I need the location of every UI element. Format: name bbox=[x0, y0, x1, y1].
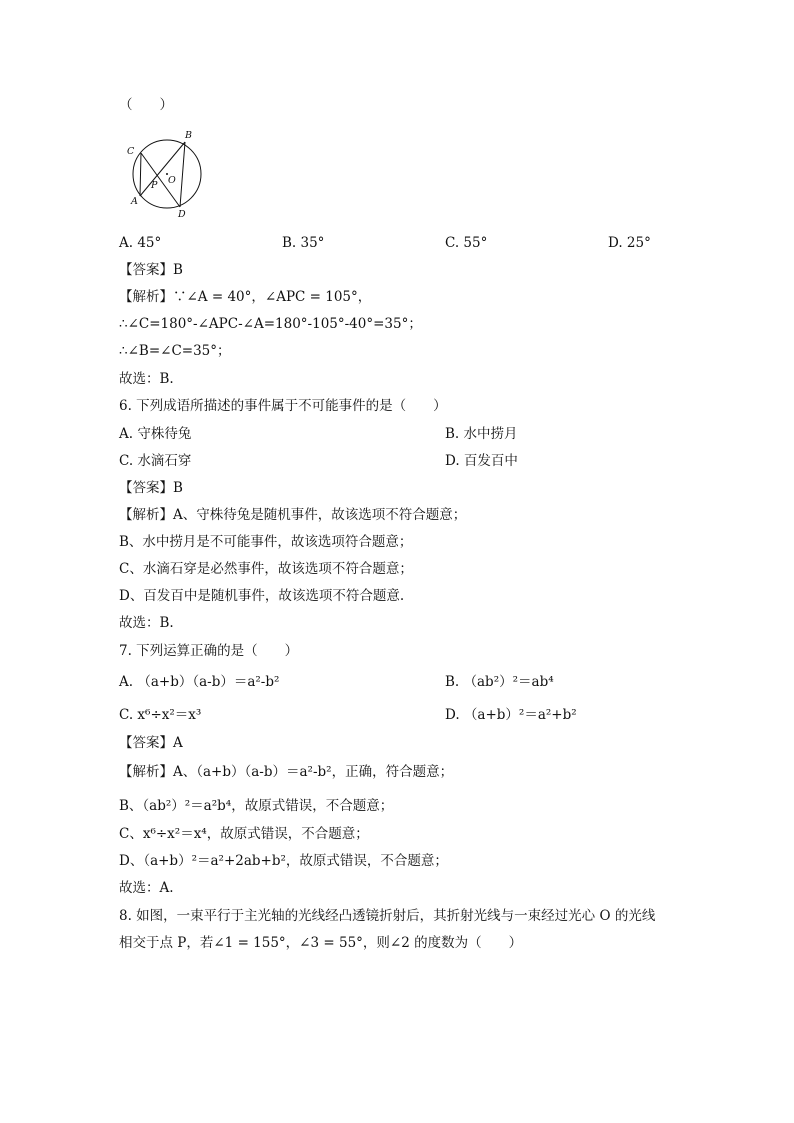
label-p: P bbox=[151, 180, 158, 191]
q7-analysis-3: C、x⁶÷x²＝x⁴，故原式错误，不合题意； bbox=[119, 826, 369, 842]
q7-stem: 7. 下列运算正确的是（ ） bbox=[119, 643, 299, 659]
chord-bd bbox=[180, 142, 185, 207]
q6-option-a: A. 守株待兔 bbox=[119, 426, 192, 442]
q6-analysis-2: B、水中捞月是不可能事件，故该选项符合题意； bbox=[119, 534, 413, 550]
q7-option-b: B. （ab²）²＝ab⁴ bbox=[445, 674, 554, 690]
q6-analysis-5: 故选：B. bbox=[119, 615, 174, 631]
q5-analysis-1: 【解析】∵∠A = 40°，∠APC = 105°， bbox=[119, 289, 372, 305]
q7-analysis-4: D、（a+b）²＝a²+2ab+b²，故原式错误，不合题意； bbox=[119, 853, 448, 869]
q6-analysis-1: 【解析】A、守株待兔是随机事件，故该选项不符合题意； bbox=[119, 507, 467, 523]
q6-option-b: B. 水中捞月 bbox=[445, 426, 518, 442]
q7-analysis-1: 【解析】A、（a+b）（a-b）＝a²-b²，正确，符合题意； bbox=[119, 764, 454, 780]
q7-option-c: C. x⁶÷x²＝x³ bbox=[119, 707, 202, 723]
q7-option-a: A. （a+b）（a-b）＝a²-b² bbox=[119, 674, 280, 690]
q5-answer-bracket: （ ） bbox=[119, 97, 173, 113]
q5-option-d: D. 25° bbox=[608, 235, 651, 251]
q7-analysis-5: 故选：A. bbox=[119, 880, 174, 896]
label-o: O bbox=[168, 175, 176, 186]
q7-answer: 【答案】A bbox=[119, 735, 183, 751]
q5-analysis-3: ∴∠B=∠C=35°； bbox=[119, 343, 231, 359]
chord-ab bbox=[140, 142, 185, 196]
q5-analysis-4: 故选：B. bbox=[119, 371, 174, 387]
q7-analysis-2: B、（ab²）²＝a²b⁴，故原式错误，不合题意； bbox=[119, 798, 394, 814]
q8-stem-line-1: 8. 如图，一束平行于主光轴的光线经凸透镜折射后，其折射光线与一束经过光心 O 的光线 bbox=[119, 908, 656, 924]
q6-option-c: C. 水滴石穿 bbox=[119, 453, 192, 469]
label-b: B bbox=[185, 130, 192, 141]
q5-option-b: B. 35° bbox=[282, 235, 325, 251]
q5-analysis-2: ∴∠C=180°-∠APC-∠A=180°-105°-40°=35°； bbox=[119, 316, 422, 332]
q6-option-d: D. 百发百中 bbox=[445, 453, 518, 469]
q6-answer: 【答案】B bbox=[119, 480, 183, 496]
q6-stem: 6. 下列成语所描述的事件属于不可能事件的是（ ） bbox=[119, 398, 447, 414]
label-d: D bbox=[178, 209, 186, 220]
label-a: A bbox=[131, 196, 138, 207]
q5-option-a: A. 45° bbox=[119, 235, 162, 251]
q5-circle-figure bbox=[122, 125, 212, 221]
q5-answer: 【答案】B bbox=[119, 262, 183, 278]
chord-ca bbox=[140, 153, 141, 196]
label-c: C bbox=[127, 146, 135, 157]
q6-analysis-3: C、水滴石穿是必然事件，故该选项不符合题意； bbox=[119, 561, 413, 577]
q6-analysis-4: D、百发百中是随机事件，故该选项不符合题意. bbox=[119, 588, 405, 604]
q8-stem-line-2: 相交于点 P，若∠1 = 155°，∠3 = 55°，则∠2 的度数为（ ） bbox=[119, 935, 523, 951]
q7-option-d: D. （a+b）²＝a²+b² bbox=[445, 707, 577, 723]
q5-option-c: C. 55° bbox=[445, 235, 488, 251]
